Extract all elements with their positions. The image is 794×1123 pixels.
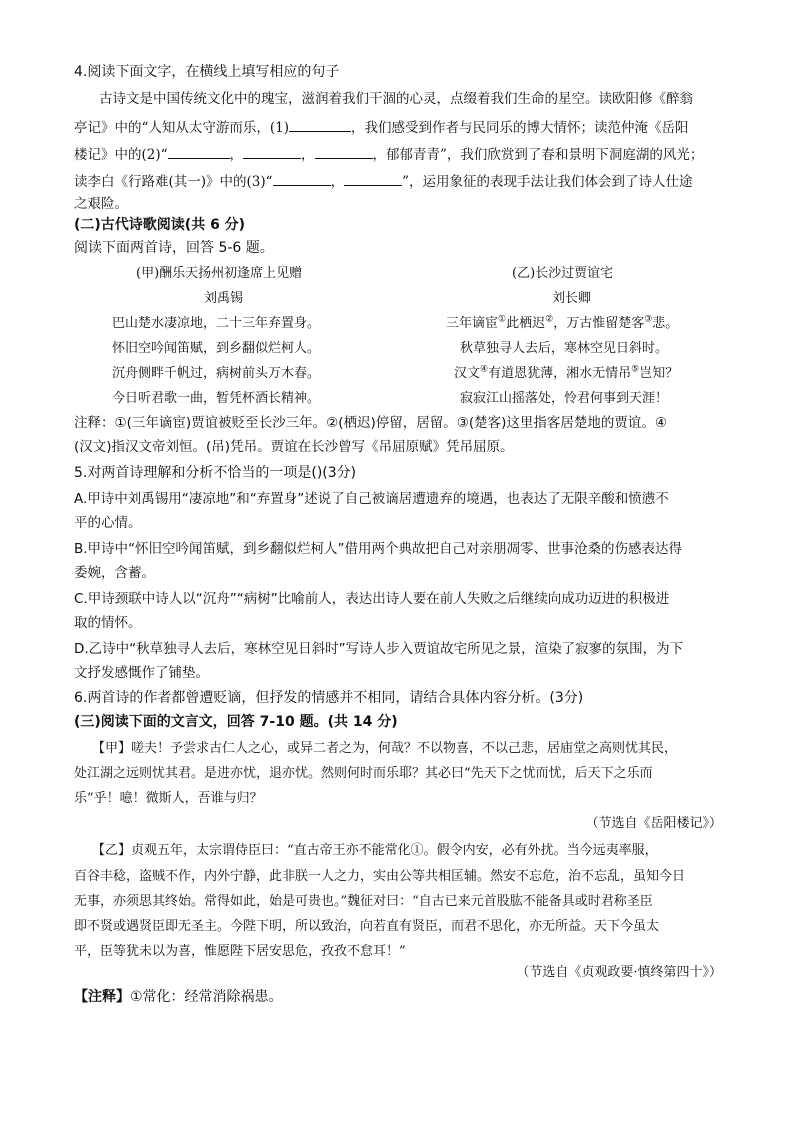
poem-a-line: 怀旧空吟闻笛赋，到乡翻似烂柯人。 — [112, 341, 321, 356]
poem-a-line: 今日听君歌一曲，暂凭杯酒长精神。 — [112, 391, 321, 406]
poem-b-title: (乙)长沙过贾谊宅 — [512, 266, 614, 281]
notes-label: 【注释】 — [74, 989, 130, 1005]
footnote-marker: ② — [545, 314, 554, 325]
text-a-line: 乐”乎！噫！微斯人，吾谁与归？ — [74, 791, 263, 806]
q5-option-d-cont: 文抒发感慨作了铺垫。 — [74, 665, 209, 681]
poem-b-line — [454, 365, 678, 383]
q4-title: 4.阅读下面文字，在横线上填写相应的句子 — [74, 64, 340, 80]
poem-text: 有道恩犹薄，湘水无情吊 — [488, 366, 632, 381]
poem-text: 岂知？ — [639, 366, 679, 381]
poem-b-line: 寂寂江山摇落处，怜君何事到天涯！ — [460, 391, 669, 406]
q4-paragraph-line — [74, 171, 692, 191]
q6-title: 6.两首诗的作者都曾遭贬谪，但抒发的情感并不相同，请结合具体内容分析。(3分) — [74, 690, 584, 706]
text-a-source: （节选自《岳阳楼记》） — [585, 816, 722, 831]
poem-b-line — [446, 315, 678, 333]
q4-text: 读李白《行路难(其一)》中的(3)“ — [74, 174, 273, 190]
q5-option-b-cont: 委婉，含蓄。 — [74, 565, 155, 581]
q5-title: 5.对两首诗理解和分析不恰当的一项是()(3分) — [74, 465, 357, 481]
q4-paragraph-line: 古诗文是中国传统文化中的瑰宝，滋润着我们干涸的心灵，点缀着我们生命的星空。读欧阳修《醉翁 — [99, 91, 693, 107]
section-title: (三)阅读下面的文言文，回答 7-10 题。(共 14 分) — [74, 714, 398, 730]
poem-a-line: 巴山楚水凄凉地，二十三年弃置身。 — [112, 316, 321, 331]
poem-text: 此栖迟 — [506, 316, 546, 331]
text-b-line: 平，臣等犹未以为喜，惟愿陛下居安思危，孜孜不怠耳！” — [74, 944, 406, 959]
poem-text: ，万古惟留楚客 — [553, 316, 645, 331]
footnote-marker: ④ — [480, 364, 489, 375]
footnote-marker: ① — [498, 314, 507, 325]
q4-text: ，我们感受到作者与民同乐的博大情怀；读范仲淹《岳阳 — [351, 120, 689, 136]
answer-blank-2b[interactable] — [243, 144, 301, 159]
q4-text: ， — [229, 147, 244, 163]
q4-text: 楼记》中的(2)“ — [74, 147, 168, 163]
answer-blank-2a[interactable] — [168, 144, 230, 159]
q4-text: 亭记》中的“人知从太守游而乐，(1) — [74, 120, 290, 136]
section-intro: 阅读下面两首诗，回答 5-6 题。 — [74, 240, 274, 256]
q5-option-d[interactable]: D.乙诗中“秋草独寻人去后，寒林空见日斜时”写诗人步入贾谊故宅所见之景，渲染了寂寥的氛围，为下 — [74, 641, 684, 657]
poem-text: 悲。 — [652, 316, 679, 331]
q4-text: ”，运用象征的表现手法让我们体会到了诗人仕途 — [402, 174, 693, 190]
q5-option-c[interactable]: C.甲诗颈联中诗人以“沉舟”“病树”比喻前人，表达出诗人要在前人失败之后继续向成功迈进的积极进 — [74, 591, 670, 607]
q4-text: ， — [301, 147, 315, 163]
q4-text: ，郁郁青青”，我们欣赏到了春和景明下洞庭湖的风光； — [372, 147, 704, 163]
answer-blank-2c[interactable] — [315, 144, 373, 159]
q4-text: ， — [330, 174, 345, 190]
poem-a-author: 刘禹锡 — [204, 291, 244, 306]
notes-text: ①常化：经常消除祸患。 — [130, 989, 283, 1005]
answer-blank-3b[interactable] — [344, 171, 402, 186]
text-a-line: 处江湖之远则忧其君。是进亦忧，退亦忧。然则何时而乐耶？其必曰“先天下之忧而忧，后天下之乐而 — [74, 766, 653, 781]
q5-option-a-cont: 平的心情。 — [74, 515, 142, 531]
poem-b-line: 秋草独寻人去后，寒林空见日斜时。 — [460, 341, 669, 356]
q4-paragraph-line: 之艰险。 — [74, 196, 128, 212]
text-b-line: 无事，亦须思其终始。常得如此，始是可贵也。”魏征对曰：“自古已来元首股肱不能备具或时君称圣臣 — [74, 894, 653, 909]
answer-blank-3a[interactable] — [273, 171, 331, 186]
poem-text: 汉文 — [454, 366, 481, 381]
poem-notes-line: 注释：①(三年谪宦)贾谊被贬至长沙三年。②(栖迟)停留，居留。③(楚客)这里指客居楚地的贾谊。④ — [74, 415, 668, 431]
footnote-marker: ⑤ — [631, 364, 640, 375]
q5-option-c-cont: 取的情怀。 — [74, 615, 142, 631]
q5-option-b[interactable]: B.甲诗中“怀旧空吟闻笛赋，到乡翻似烂柯人”借用两个典故把自己对亲朋凋零、世事沧桑的伤感表达得 — [74, 541, 683, 557]
poem-text: 三年谪宦 — [446, 316, 499, 331]
q4-paragraph-line — [74, 144, 703, 164]
poem-a-line: 沉舟侧畔千帆过，病树前头万木春。 — [112, 366, 321, 381]
footnote-marker: ③ — [644, 314, 653, 325]
poem-b-author: 刘长卿 — [552, 291, 592, 306]
text-b-line: 百谷丰稔，盗贼不作，内外宁静，此非朕一人之力，实由公等共相匡辅。然安不忘危，治不忘乱，虽知今日 — [74, 869, 686, 884]
text-notes — [74, 988, 283, 1006]
poem-notes-line: (汉文)指汉文帝刘恒。(吊)凭吊。贾谊在长沙曾写《吊屈原赋》凭吊屈原。 — [74, 439, 514, 455]
text-b-line: 【乙】贞观五年，太宗谓侍臣曰：“直古帝王亦不能常化①。假令内安，必有外扰。当今远夷率服， — [92, 843, 658, 858]
poem-a-title: (甲)酬乐天扬州初逢席上见赠 — [136, 266, 303, 281]
text-a-line: 【甲】嗟夫！予尝求古仁人之心，或异二者之为，何哉？不以物喜，不以己悲，居庙堂之高则忧其民， — [92, 741, 678, 756]
section-title: (二)古代诗歌阅读(共 6 分) — [74, 217, 246, 233]
answer-blank-1[interactable] — [289, 117, 351, 132]
q4-paragraph-line — [74, 117, 689, 137]
q5-option-a[interactable]: A.甲诗中刘禹锡用“凄凉地”和“弃置身”述说了自己被谪居遭遗弃的境遇，也表达了无限辛酸和愤懑不 — [74, 491, 669, 507]
text-b-line: 即不贤或遇贤臣即无圣主。今陛下明，所以致治，向若直有贤臣，而君不思化，亦无所益。天下今虽太 — [74, 919, 660, 934]
text-b-source: （节选自《贞观政要·慎终第四十》） — [516, 965, 722, 980]
